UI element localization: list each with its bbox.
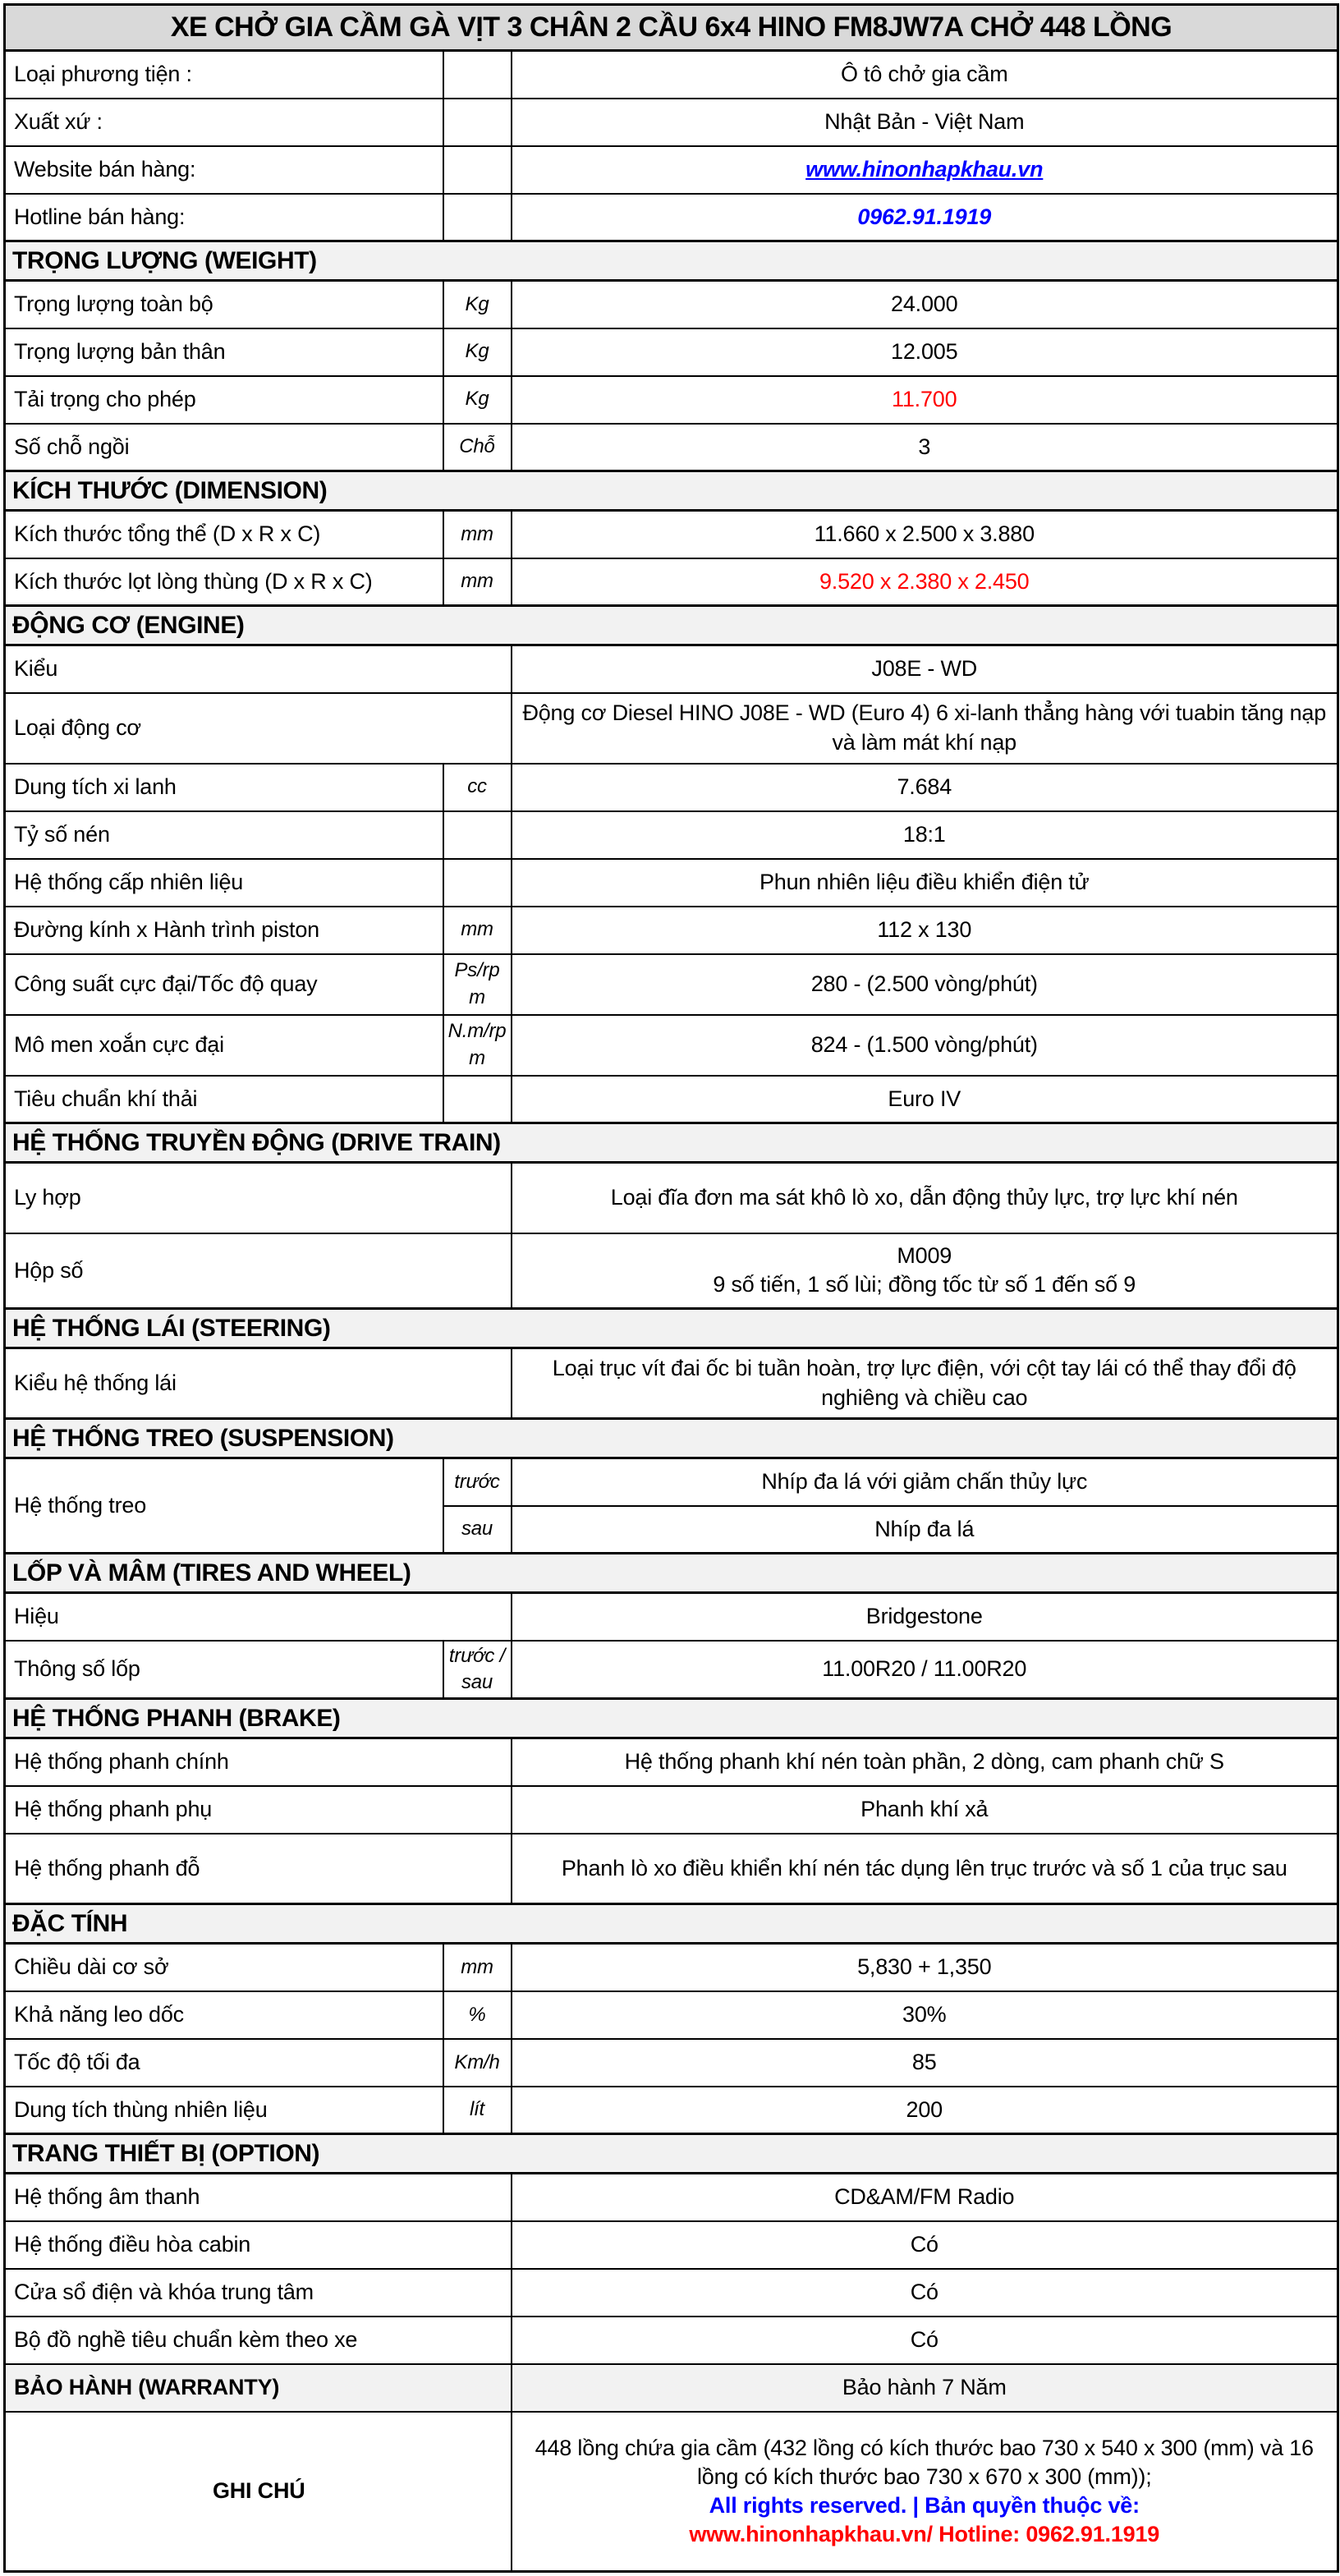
section-weight [5,241,1338,281]
curb-weight-label: Trọng lượng bản thân [5,328,443,376]
max-torque-label: Mô men xoắn cực đại [5,1015,443,1076]
wheelbase-value: 5,830 + 1,350 [512,1944,1338,1991]
suspension-rear-value: Nhíp đa lá [512,1506,1338,1554]
row-max-torque [5,1015,1338,1076]
section-options [5,2134,1338,2174]
payload-unit: Kg [443,376,512,424]
title-row [5,5,1338,51]
section-characteristics-header: ĐẶC TÍNH [5,1904,1338,1944]
power-windows-label: Cửa sổ điện và khóa trung tâm [5,2269,512,2317]
overall-dimension-value: 11.660 x 2.500 x 3.880 [512,511,1338,558]
section-tires-header: LỐP VÀ MÂM (TIRES AND WHEEL) [5,1554,1338,1593]
section-brake-header: HỆ THỐNG PHANH (BRAKE) [5,1699,1338,1738]
audio-label: Hệ thống âm thanh [5,2174,512,2221]
origin-label: Xuất xứ : [5,99,443,146]
section-tires [5,1554,1338,1593]
gradeability-label: Khả năng leo dốc [5,1991,443,2039]
row-displacement [5,764,1338,811]
row-notes [5,2412,1338,2572]
hotline-number: 0962.91.1919 [857,204,992,229]
section-engine [5,606,1338,645]
fuel-system-value: Phun nhiên liệu điều khiển điện tử [512,859,1338,907]
origin-unit [443,99,512,146]
row-audio [5,2174,1338,2221]
row-ac [5,2221,1338,2269]
engine-type-label: Loại động cơ [5,693,512,764]
section-options-header: TRANG THIẾT BỊ (OPTION) [5,2134,1338,2174]
website-value-cell [512,146,1338,194]
max-speed-value: 85 [512,2039,1338,2087]
bore-stroke-label: Đường kính x Hành trình piston [5,907,443,954]
suspension-rear-unit: sau [443,1506,512,1554]
row-suspension-front [5,1458,1338,1506]
gearbox-value [512,1233,1338,1309]
section-steering-header: HỆ THỐNG LÁI (STEERING) [5,1309,1338,1348]
payload-value: 11.700 [512,376,1338,424]
section-suspension-header: HỆ THỐNG TREO (SUSPENSION) [5,1419,1338,1458]
engine-model-label: Kiểu [5,645,512,693]
row-brake-main [5,1738,1338,1786]
max-speed-label: Tốc độ tối đa [5,2039,443,2087]
overall-dimension-unit: mm [443,511,512,558]
seats-value: 3 [512,424,1338,471]
seats-unit: Chỗ [443,424,512,471]
inner-dimension-label: Kích thước lọt lòng thùng (D x R x C) [5,558,443,606]
row-origin [5,99,1338,146]
tire-brand-label: Hiệu [5,1593,512,1641]
displacement-unit: cc [443,764,512,811]
row-steering-type [5,1348,1338,1419]
compression-unit [443,811,512,859]
suspension-label: Hệ thống treo [5,1458,443,1554]
row-tire-brand [5,1593,1338,1641]
displacement-label: Dung tích xi lanh [5,764,443,811]
seats-label: Số chỗ ngồi [5,424,443,471]
hotline-unit [443,194,512,241]
row-engine-type [5,693,1338,764]
toolkit-label: Bộ đồ nghề tiêu chuẩn kèm theo xe [5,2317,512,2364]
row-clutch [5,1163,1338,1233]
gearbox-value-line2: 9 số tiến, 1 số lùi; đồng tốc từ số 1 đến số 9 [713,1272,1136,1297]
section-dimension [5,471,1338,511]
engine-model-value: J08E - WD [512,645,1338,693]
row-warranty [5,2364,1338,2412]
row-tire-spec [5,1641,1338,1699]
notes-value [512,2412,1338,2572]
gross-weight-value: 24.000 [512,281,1338,328]
max-speed-unit: Km/h [443,2039,512,2087]
tire-spec-unit: trước /sau [443,1641,512,1699]
row-vehicle-type [5,51,1338,99]
payload-label: Tải trọng cho phép [5,376,443,424]
fuel-tank-value: 200 [512,2087,1338,2134]
brake-main-label: Hệ thống phanh chính [5,1738,512,1786]
origin-value: Nhật Bản - Việt Nam [512,99,1338,146]
tire-spec-label: Thông số lốp [5,1641,443,1699]
row-power-windows [5,2269,1338,2317]
vehicle-type-label: Loại phương tiện : [5,51,443,99]
row-brake-parking [5,1834,1338,1904]
curb-weight-value: 12.005 [512,328,1338,376]
audio-value: CD&AM/FM Radio [512,2174,1338,2221]
row-hotline [5,194,1338,241]
row-max-power [5,954,1338,1015]
brake-parking-value: Phanh lò xo điều khiển khí nén tác dụng lên trục trước và số 1 của trục sau [512,1834,1338,1904]
row-website [5,146,1338,194]
curb-weight-unit: Kg [443,328,512,376]
max-power-value: 280 - (2.500 vòng/phút) [512,954,1338,1015]
tire-spec-value: 11.00R20 / 11.00R20 [512,1641,1338,1699]
steering-type-label: Kiểu hệ thống lái [5,1348,512,1419]
clutch-label: Ly hợp [5,1163,512,1233]
website-label: Website bán hàng: [5,146,443,194]
section-characteristics [5,1904,1338,1944]
row-fuel-tank [5,2087,1338,2134]
row-gross-weight [5,281,1338,328]
suspension-front-unit: trước [443,1458,512,1506]
row-brake-aux [5,1786,1338,1834]
max-torque-unit: N.m/rpm [443,1015,512,1076]
row-toolkit [5,2317,1338,2364]
compression-value: 18:1 [512,811,1338,859]
wheelbase-unit: mm [443,1944,512,1991]
page-title: XE CHỞ GIA CẦM GÀ VỊT 3 CHÂN 2 CẦU 6x4 HINO FM8JW7A CHỞ 448 LỒNG [5,5,1338,51]
emission-unit [443,1076,512,1123]
notes-rights-text: All rights reserved. | Bản quyền thuộc về: [709,2493,1140,2519]
gradeability-unit: % [443,1991,512,2039]
hotline-value-cell [512,194,1338,241]
max-torque-value: 824 - (1.500 vòng/phút) [512,1015,1338,1076]
gearbox-label: Hộp số [5,1233,512,1309]
row-engine-model [5,645,1338,693]
website-unit [443,146,512,194]
notes-label: GHI CHÚ [5,2412,512,2572]
engine-type-value: Động cơ Diesel HINO J08E - WD (Euro 4) 6 xi-lanh thẳng hàng với tuabin tăng nạp và làm mát khí nạp [512,693,1338,764]
website-link[interactable]: www.hinonhapkhau.vn [805,156,1044,181]
emission-value: Euro IV [512,1076,1338,1123]
brake-aux-value: Phanh khí xả [512,1786,1338,1834]
wheelbase-label: Chiều dài cơ sở [5,1944,443,1991]
steering-type-value: Loại trục vít đai ốc bi tuần hoàn, trợ lực điện, với cột tay lái có thể thay đổi độ nghiêng và chiều cao [512,1348,1338,1419]
section-brake [5,1699,1338,1738]
row-compression [5,811,1338,859]
section-steering [5,1309,1338,1348]
fuel-system-unit [443,859,512,907]
section-engine-header: ĐỘNG CƠ (ENGINE) [5,606,1338,645]
power-windows-value: Có [512,2269,1338,2317]
brake-aux-label: Hệ thống phanh phụ [5,1786,512,1834]
row-curb-weight [5,328,1338,376]
fuel-system-label: Hệ thống cấp nhiên liệu [5,859,443,907]
bore-stroke-value: 112 x 130 [512,907,1338,954]
bore-stroke-unit: mm [443,907,512,954]
section-drivetrain-header: HỆ THỐNG TRUYỀN ĐỘNG (DRIVE TRAIN) [5,1123,1338,1163]
row-wheelbase [5,1944,1338,1991]
row-bore-stroke [5,907,1338,954]
row-max-speed [5,2039,1338,2087]
section-weight-header: TRỌNG LƯỢNG (WEIGHT) [5,241,1338,281]
brake-main-value: Hệ thống phanh khí nén toàn phần, 2 dòng, cam phanh chữ S [512,1738,1338,1786]
max-power-label: Công suất cực đại/Tốc độ quay [5,954,443,1015]
tire-brand-value: Bridgestone [512,1593,1338,1641]
ac-value: Có [512,2221,1338,2269]
displacement-value: 7.684 [512,764,1338,811]
warranty-label: BẢO HÀNH (WARRANTY) [5,2364,512,2412]
warranty-value: Bảo hành 7 Năm [512,2364,1338,2412]
section-suspension [5,1419,1338,1458]
row-gradeability [5,1991,1338,2039]
compression-label: Tỷ số nén [5,811,443,859]
hotline-label: Hotline bán hàng: [5,194,443,241]
gross-weight-unit: Kg [443,281,512,328]
fuel-tank-unit: lít [443,2087,512,2134]
ac-label: Hệ thống điều hòa cabin [5,2221,512,2269]
row-gearbox [5,1233,1338,1309]
section-drivetrain [5,1123,1338,1163]
row-fuel-system [5,859,1338,907]
row-payload [5,376,1338,424]
brake-parking-label: Hệ thống phanh đỗ [5,1834,512,1904]
overall-dimension-label: Kích thước tổng thể (D x R x C) [5,511,443,558]
emission-label: Tiêu chuẩn khí thải [5,1076,443,1123]
gross-weight-label: Trọng lượng toàn bộ [5,281,443,328]
row-seats [5,424,1338,471]
inner-dimension-unit: mm [443,558,512,606]
inner-dimension-value: 9.520 x 2.380 x 2.450 [512,558,1338,606]
row-inner-dimension [5,558,1338,606]
fuel-tank-label: Dung tích thùng nhiên liệu [5,2087,443,2134]
suspension-front-value: Nhíp đa lá với giảm chấn thủy lực [512,1458,1338,1506]
gradeability-value: 30% [512,1991,1338,2039]
max-power-unit: Ps/rpm [443,954,512,1015]
toolkit-value: Có [512,2317,1338,2364]
vehicle-type-unit [443,51,512,99]
section-dimension-header: KÍCH THƯỚC (DIMENSION) [5,471,1338,511]
clutch-value: Loại đĩa đơn ma sát khô lò xo, dẫn động thủy lực, trợ lực khí nén [512,1163,1338,1233]
gearbox-value-line1: M009 [897,1243,952,1269]
notes-contact-text: www.hinonhapkhau.vn/ Hotline: 0962.91.1919 [689,2522,1160,2547]
vehicle-type-value: Ô tô chở gia cầm [512,51,1338,99]
row-overall-dimension [5,511,1338,558]
row-emission [5,1076,1338,1123]
notes-main-text: 448 lồng chứa gia cầm (432 lồng có kích thước bao 730 x 540 x 300 (mm) và 16 lồng có kích thước bao 730 x 670 x 300 (mm)); [535,2435,1314,2489]
spec-table [3,3,1339,2573]
